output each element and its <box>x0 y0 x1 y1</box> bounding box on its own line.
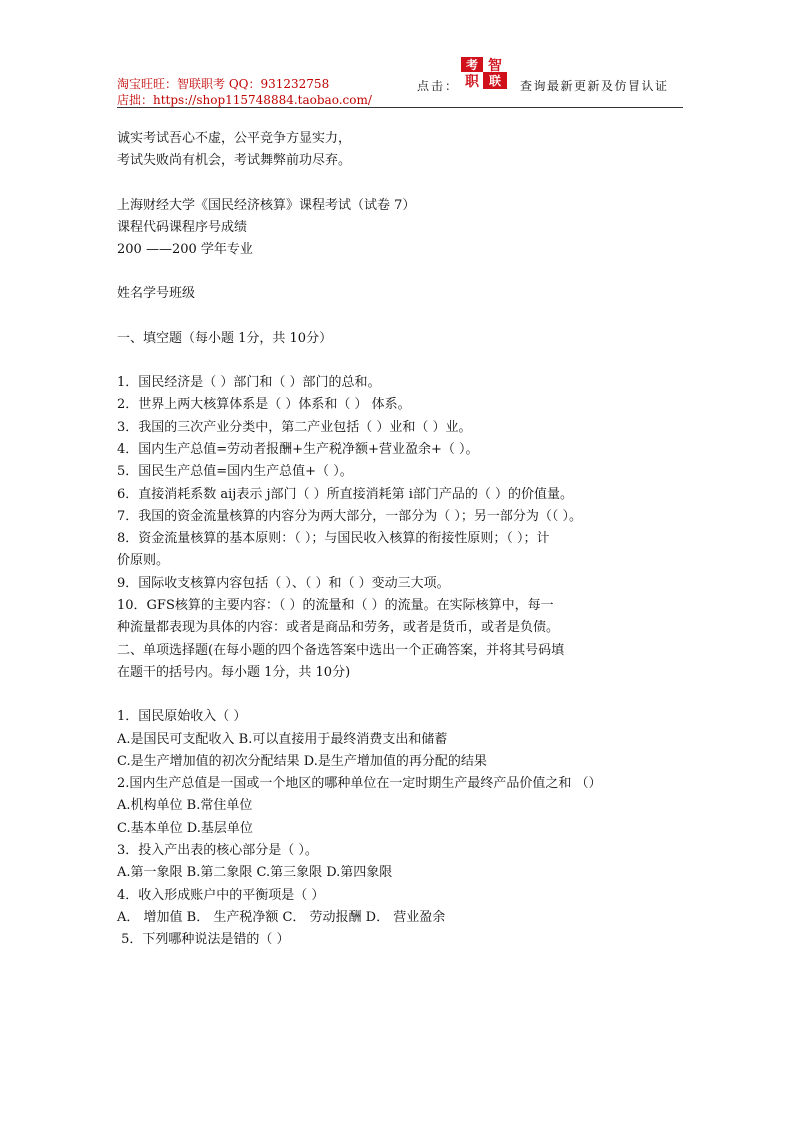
logo-char-zhi: 智 <box>488 58 502 74</box>
option-line: A.是国民可支配收入 B.可以直接用于最终消费支出和储蓄 <box>117 731 448 747</box>
exam-document <box>117 128 677 952</box>
question-line: 种流量都表现为具体的内容：或者是商品和劳务，或者是货币，或者是负债。 <box>117 620 560 636</box>
section1-heading: 一、填空题（每小题 1分，共 10分） <box>117 330 333 346</box>
shop-contact-line: 淘宝旺旺：智联职考 QQ：931232758 <box>117 77 330 91</box>
question-line: 7．我国的资金流量核算的内容分为两大部分，一部分为（ ）；另一部分为（（ ）。 <box>117 508 583 524</box>
exam-title: 上海财经大学《国民经济核算》课程考试（试卷 7） <box>117 197 416 213</box>
question-line: 2．世界上两大核算体系是（ ）体系和（ ） 体系。 <box>117 397 411 413</box>
question-line: 8．资金流量核算的基本原则：（ ）；与国民收入核算的衔接性原则；（ ）；计 <box>117 531 550 547</box>
question-line: 6．直接消耗系数 aij表示 j部门（ ）所直接消耗第 i部门产品的（ ）的价值量。 <box>117 486 574 502</box>
zhilian-logo-icon[interactable] <box>461 57 507 89</box>
question-line: 5．下列哪种说法是错的（ ） <box>117 932 290 948</box>
header-divider <box>117 107 683 108</box>
question-line: 3．我国的三次产业分类中，第二产业包括（ ）业和（ ）业。 <box>117 419 472 435</box>
motto-line: 考试失败尚有机会，考试舞弊前功尽弃。 <box>117 153 352 169</box>
section2-heading: 二、单项选择题(在每小题的四个备选答案中选出一个正确答案，并将其号码填 <box>117 642 565 658</box>
student-info-line: 姓名学号班级 <box>117 286 196 302</box>
section2-heading-cont: 在题干的括号内。每小题 1分，共 10分) <box>117 664 351 680</box>
option-line: A.第一象限 B.第二象限 C.第三象限 D.第四象限 <box>117 865 393 881</box>
verify-link[interactable]: 查询最新更新及仿冒认证 <box>520 79 669 93</box>
academic-year-line: 200 ——200 学年专业 <box>117 242 253 258</box>
question-line: 3．投入产出表的核心部分是（ ）。 <box>117 843 318 859</box>
course-code-line: 课程代码课程序号成绩 <box>117 219 248 235</box>
question-line: 价原则。 <box>117 553 170 569</box>
question-line: 10．GFS核算的主要内容：（ ）的流量和（ ）的流量。在实际核算中，每一 <box>117 598 554 614</box>
question-line: 4．收入形成账户中的平衡项是（ ） <box>117 887 325 903</box>
logo-char-zhi2: 职 <box>465 74 479 89</box>
option-line: A． 增加值 B． 生产税净额 C． 劳动报酬 D． 营业盈余 <box>117 909 446 925</box>
question-line: 4．国内生产总值=劳动者报酬+生产税净额+营业盈余+（ ）。 <box>117 441 479 457</box>
question-line: 9．国际收支核算内容包括（ ）、（ ）和（ ）变动三大项。 <box>117 575 450 591</box>
option-line: C.基本单位 D.基层单位 <box>117 820 253 836</box>
shop-url-line[interactable]: 店拙：https://shop115748884.taobao.com/ <box>117 93 372 107</box>
option-line: A.机构单位 B.常住单位 <box>117 798 253 814</box>
logo-char-lian: 联 <box>488 74 502 88</box>
motto-line: 诚实考试吾心不虚，公平竞争方显实力， <box>117 131 352 146</box>
shop-info <box>117 76 372 108</box>
question-line: 1．国民经济是（ ）部门和（ ）部门的总和。 <box>117 375 381 391</box>
question-line: 5．国民生产总值=国内生产总值+（ ）。 <box>117 464 353 480</box>
question-line: 2.国内生产总值是一国或一个地区的哪种单位在一定时期生产最终产品价值之和 （） <box>117 776 602 792</box>
logo-char-kao: 考 <box>465 58 479 72</box>
option-line: C.是生产增加值的初次分配结果 D.是生产增加值的再分配的结果 <box>117 753 487 769</box>
question-line: 1．国民原始收入（ ） <box>117 709 247 725</box>
click-label: 点击： <box>417 79 460 93</box>
